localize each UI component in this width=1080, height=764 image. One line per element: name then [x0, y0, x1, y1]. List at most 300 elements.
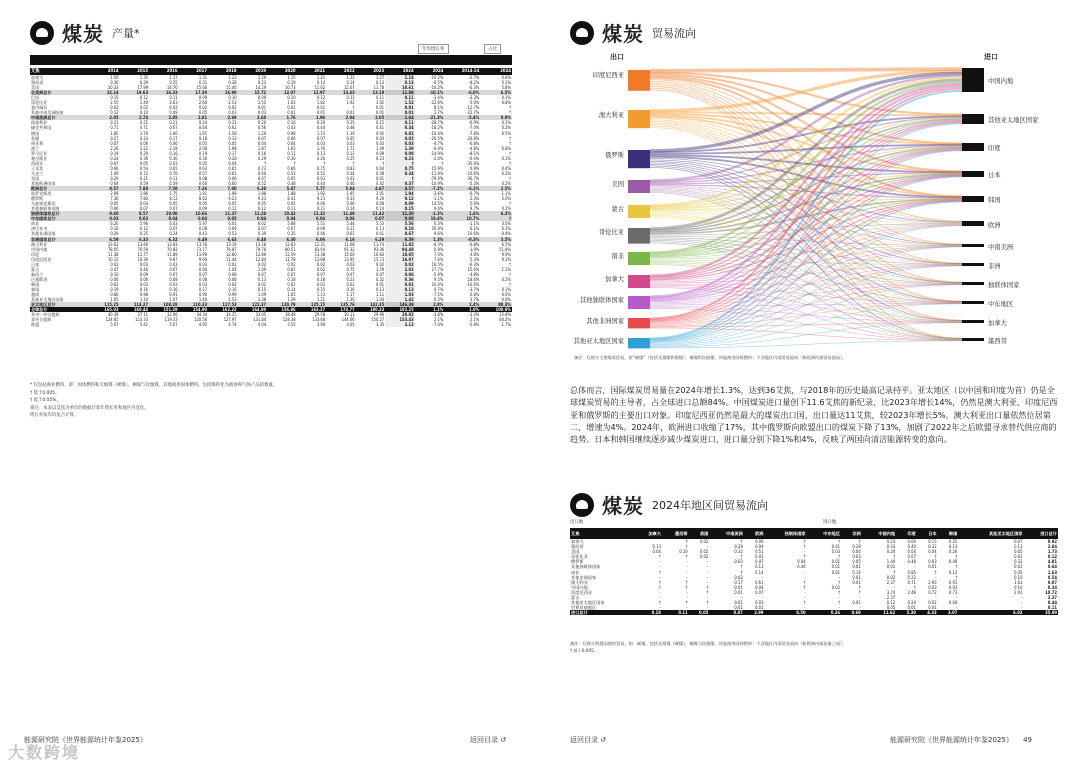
- table-cell: 0.64: [198, 125, 208, 131]
- table-cell: 0.13: [385, 287, 415, 292]
- table-cell: 0.32: [375, 276, 385, 282]
- table-cell: 0.04: [907, 539, 916, 544]
- table-cell: 1.52: [385, 100, 415, 105]
- table-cell: 6.48: [238, 237, 268, 242]
- table-cell: 6.5%: [501, 241, 511, 247]
- table-cell: 12.07: [267, 90, 297, 95]
- row-label: 韩国: [31, 281, 40, 287]
- table-cell: 0.03: [257, 110, 267, 116]
- table-cell: 0.03: [198, 261, 208, 267]
- table-cell: -10.9%: [430, 180, 444, 186]
- table-cell: 0.25: [139, 231, 149, 237]
- table-cell: 10.39: [137, 256, 149, 262]
- table-cell: †: [685, 544, 688, 550]
- table-cell: -: [804, 589, 806, 595]
- table-cell: 0.02: [346, 261, 355, 267]
- table-cell: 1.14: [385, 75, 415, 80]
- table-cell: 0.23: [886, 539, 896, 544]
- table-cell: 0.06: [110, 206, 119, 212]
- table-cell: -: [1021, 600, 1023, 606]
- table-cell: 0.02: [316, 261, 326, 267]
- table-cell: 32.06: [167, 312, 178, 318]
- table-cell: 1.39: [287, 297, 296, 303]
- table-cell: 7.6%: [434, 256, 444, 262]
- table-cell: 0.67: [385, 231, 415, 236]
- table-cell: 0.61: [228, 170, 237, 176]
- table-cell: 0.30: [110, 80, 119, 86]
- table-cell: 0.11: [287, 206, 296, 212]
- table-cell: -: [914, 595, 916, 601]
- table-cell: -7.0%: [432, 322, 444, 328]
- table-cell: 1.53: [228, 297, 237, 303]
- table-cell: -: [706, 574, 709, 580]
- table-cell: 0.03: [316, 140, 326, 146]
- table-cell: 0.12: [886, 600, 896, 606]
- table-cell: 0.91: [948, 579, 958, 585]
- table-cell: †: [659, 584, 661, 590]
- table-cell: 5.47: [267, 186, 297, 191]
- table-cell: 1.75: [169, 191, 178, 197]
- column-header: 2019: [238, 68, 268, 75]
- table-cell: †: [509, 105, 511, 111]
- table-cell: 2.91: [1014, 589, 1023, 595]
- table-cell: 2.22: [139, 145, 149, 151]
- table-cell: -4.8%: [468, 271, 480, 277]
- row-label: 其他亚太地区国家: [571, 600, 605, 606]
- table-cell: 0.18: [287, 276, 296, 282]
- table-cell: 1.43: [375, 297, 385, 303]
- table-cell: -: [804, 569, 806, 575]
- table-cell: 35.99: [1023, 610, 1058, 615]
- table-cell: 0.25: [139, 120, 149, 126]
- table-cell: -11.9%: [430, 170, 444, 176]
- table-cell: †: [934, 569, 937, 575]
- row-label: 欧盟: [31, 322, 40, 328]
- left-header: [30, 18, 140, 47]
- body-paragraph: 总体而言，国际煤炭贸易量在2024年增长1.3%，达到36艾焦，与2018年的历史最高记录持平。亚太地区（以中国和印度为首）仍是全球煤炭贸易的主导者，占全球进口总额84%。中国煤炭进口量创下11.6艾焦的新纪录，比2023年增长14%，仍然是澳大利亚、印度尼西亚和俄罗斯的主要出口对象。印度尼西亚仍然是最大的煤炭出口国，出口量达11艾焦，较2023年增长5%。澳大利亚出口量依然位居第二，增速为4%。2024年，欧洲进口收缩了17%，其中俄罗斯向欧盟出口的煤炭下降了13%，加剧了2022年之后欧盟寻求替代供应商的趋势。日本和韩国继续逐步减少煤炭进口，进口量分别下降1%和4%，反映了两国向清洁能源转变的意向。: [570, 385, 1058, 445]
- table-cell: 0.11: [316, 206, 326, 212]
- table-cell: 2.05: [356, 115, 386, 120]
- table-cell: -6.1%: [444, 186, 480, 191]
- table-cell: 35.9%: [431, 226, 444, 232]
- table-cell: 3.0%: [501, 221, 511, 227]
- table-cell: †: [706, 589, 709, 595]
- table-cell: 2.26: [110, 145, 119, 151]
- table-cell: 0.23: [257, 80, 267, 86]
- table-cell: †: [385, 176, 415, 181]
- table-cell: 0.2%: [501, 170, 511, 176]
- table-cell: 0.85: [907, 569, 916, 575]
- table-cell: 0.08: [198, 226, 208, 232]
- table-cell: 0.01: [831, 564, 841, 570]
- table-cell: 1.37: [169, 75, 178, 80]
- sankey-title: 贸易流向: [652, 26, 696, 40]
- row-label: 非经合组织: [31, 317, 52, 323]
- table-cell: 0.27: [110, 135, 119, 141]
- table-cell: 0.03: [831, 549, 841, 555]
- table-cell: 1.10: [139, 297, 149, 303]
- table-cell: -: [838, 605, 841, 611]
- table-cell: 0.04: [238, 216, 268, 221]
- table-cell: †: [838, 579, 841, 585]
- return-arrow-icon: ↺: [600, 736, 607, 744]
- exporter-bar: [628, 110, 650, 128]
- table-cell: 0.15: [375, 120, 385, 126]
- row-label: 中东国家总计: [30, 216, 90, 221]
- table-cell: 0.01: [928, 605, 937, 611]
- table-cell: 11.74: [373, 241, 385, 247]
- table-cell: 0.03: [346, 140, 355, 146]
- table-cell: 0.15: [385, 206, 415, 211]
- row-label: 墨西哥: [571, 544, 584, 550]
- table-cell: -6.3%: [468, 261, 480, 267]
- table-cell: 0.01: [755, 605, 764, 611]
- table-cell: 11.68: [344, 241, 355, 247]
- table-cell: 0.29: [734, 544, 743, 550]
- table-cell: 0.23: [346, 276, 355, 282]
- table-cell: 1.20: [257, 75, 267, 80]
- table-cell: 0.18: [316, 276, 326, 282]
- table-cell: 6.2%: [480, 211, 512, 216]
- table-cell: 2.37: [886, 595, 896, 601]
- table-cell: 0.50: [764, 610, 806, 615]
- back-to-contents-link[interactable]: [470, 735, 506, 745]
- table-cell: 2.55: [110, 100, 119, 106]
- table-cell: 160.44: [120, 307, 150, 312]
- table-cell: 0.86: [110, 292, 119, 298]
- row-label: 波兰: [31, 145, 40, 151]
- table-cell: 5.42: [139, 322, 149, 328]
- importer-label: 日本: [988, 172, 1001, 179]
- table-cell: 12.07: [344, 85, 355, 91]
- table-cell: -8.2%: [468, 80, 480, 86]
- table-cell: 0.20: [257, 120, 267, 126]
- table-cell: 0.21: [169, 120, 178, 126]
- table-cell: †: [480, 216, 512, 221]
- table-cell: 1.29: [257, 130, 267, 136]
- table-cell: 6.29: [356, 237, 386, 242]
- table-cell: 6.16: [326, 237, 356, 242]
- table-cell: 0.52: [316, 170, 326, 176]
- note-line: † 低于0.005。: [570, 648, 598, 653]
- table-cell: 0.83: [346, 165, 355, 171]
- table-cell: -: [686, 569, 688, 575]
- table-cell: 2.3%: [469, 196, 480, 202]
- table-cell: 79.76: [255, 246, 267, 252]
- table-cell: 1.03: [385, 292, 415, 297]
- table-cell: 0.87: [709, 610, 743, 615]
- table-cell: 29.58: [314, 312, 326, 318]
- column-header: 墨西哥: [662, 528, 689, 539]
- table-cell: 135.76: [326, 302, 356, 307]
- importer-label: 中南美洲: [988, 243, 1014, 251]
- table-cell: 0.53: [228, 231, 237, 237]
- table-cell: †: [659, 579, 661, 585]
- table-cell: 0.11: [385, 120, 415, 125]
- table-cell: -: [1021, 605, 1023, 611]
- exporter-label: 其他亚太地区国家: [573, 338, 624, 345]
- table-cell: 10.6%: [467, 231, 480, 237]
- table-cell: †: [803, 544, 806, 550]
- table-cell: 1.05: [110, 297, 119, 303]
- table-cell: 1.15: [316, 130, 326, 136]
- row-label: 加拿大: [571, 539, 584, 544]
- table-cell: 0.04: [297, 216, 327, 221]
- table-cell: †: [740, 539, 743, 544]
- table-cell: 122.37: [238, 302, 268, 307]
- row-label: 哥伦比亚: [31, 100, 48, 106]
- table-cell: 0.2%: [501, 180, 511, 186]
- exporter-bar: [628, 252, 650, 265]
- exporter-bar: [628, 318, 650, 328]
- table-cell: 0.92: [375, 130, 385, 136]
- table-cell: 5.77: [297, 186, 327, 191]
- table-cell: 28.82: [385, 312, 415, 317]
- table-cell: 6.20: [110, 221, 119, 227]
- row-label: 中国内地: [31, 246, 48, 252]
- table-cell: -0.3%: [444, 237, 480, 242]
- table-cell: 0.40: [907, 544, 916, 550]
- table-cell: -: [804, 574, 806, 580]
- table-cell: 0.8%: [501, 145, 511, 151]
- table-cell: 151.39: [149, 307, 179, 312]
- table-cell: 0.56: [257, 125, 267, 131]
- table-cell: 0.05: [886, 605, 896, 611]
- table-cell: 0.92: [1047, 539, 1057, 544]
- row-label: 其他独联体国家: [571, 564, 601, 570]
- table-cell: 0.02: [110, 105, 119, 111]
- table-cell: -6.0%: [444, 90, 480, 95]
- table-cell: 0.03: [169, 160, 178, 166]
- table-cell: -: [741, 595, 743, 601]
- table-cell: 0.07: [257, 175, 267, 181]
- table-cell: 0.43: [198, 231, 208, 237]
- table-cell: 0.06: [110, 276, 119, 282]
- table-cell: 7.80: [139, 196, 149, 202]
- table-cell: 1.09: [110, 170, 119, 176]
- table-cell: 0.54: [1047, 574, 1057, 580]
- table-cell: 0.15: [257, 286, 267, 292]
- table-cell: 51.8%: [499, 246, 511, 252]
- left-subtitle: 产量*: [112, 26, 140, 40]
- table-cell: 18.6%: [467, 276, 480, 282]
- table-cell: 7.0%: [434, 251, 444, 257]
- table-cell: 0.33: [886, 544, 896, 550]
- table-cell: 13.38: [314, 251, 326, 257]
- table-cell: 2.1%: [469, 317, 480, 323]
- column-header: 中国内地: [862, 528, 896, 539]
- row-label: 其中：经合组织: [31, 312, 60, 318]
- table-cell: 0.11: [662, 610, 689, 615]
- table-cell: 0.65: [169, 165, 178, 171]
- table-cell: 0.15: [928, 539, 937, 544]
- column-header: 欧洲: [744, 528, 765, 539]
- table-cell: -1.3%: [415, 211, 445, 216]
- table-cell: 0.06: [228, 175, 237, 181]
- table-cell: †: [509, 110, 511, 116]
- table-cell: 0.32: [1014, 559, 1023, 565]
- table-cell: 0.32: [734, 549, 743, 555]
- table-cell: 0.04: [907, 549, 916, 555]
- table-cell: 0.08: [228, 271, 237, 277]
- table-cell: -7.2%: [415, 186, 445, 191]
- table-cell: 6.5%: [480, 90, 512, 95]
- table-cell: 16.83: [373, 251, 385, 257]
- importer-bar: [962, 221, 984, 226]
- table-cell: 6.33: [120, 237, 150, 242]
- exporter-label: 澳大利亚: [598, 111, 624, 119]
- table-cell: 0.61: [346, 231, 355, 237]
- table-cell: 0.06: [287, 135, 296, 141]
- trade-flow-link: [650, 69, 962, 71]
- table-cell: -1.1%: [432, 196, 444, 202]
- table-cell: 9.57: [120, 211, 150, 216]
- table-cell: 0.07: [356, 216, 386, 221]
- table-cell: -: [659, 574, 661, 580]
- table-cell: 0.13: [375, 226, 385, 232]
- table-cell: 0.06: [139, 140, 149, 146]
- row-label: 加拿大: [31, 75, 44, 80]
- table-cell: 1.13: [316, 292, 326, 298]
- exporter-label: 南非: [611, 252, 624, 260]
- table-cell: 0.64: [375, 165, 385, 171]
- table-cell: 9.87: [169, 256, 178, 262]
- row-label: 欧洲总计: [30, 186, 90, 191]
- column-header: 加拿大: [635, 528, 662, 539]
- table-cell: 1.9%: [469, 246, 480, 252]
- table-cell: 0.47: [110, 266, 119, 272]
- exporter-bar: [628, 70, 650, 91]
- table-cell: 1.19: [346, 130, 355, 136]
- column-header: 韩国: [938, 528, 959, 539]
- table-cell: †: [685, 600, 688, 606]
- table-cell: 0.29: [110, 175, 119, 181]
- table-cell: 11.82: [385, 242, 415, 247]
- table-cell: 4.81: [1047, 559, 1057, 565]
- table-cell: 9.33: [346, 196, 355, 202]
- table-cell: †: [659, 600, 661, 606]
- table-cell: 0.05: [287, 201, 296, 207]
- table-cell: 5.56: [385, 221, 415, 226]
- t2-title-big: 煤炭: [602, 494, 644, 518]
- table-cell: 0.16: [228, 286, 237, 292]
- table-cell: †: [858, 589, 861, 595]
- table-cell: -10.2%: [430, 85, 444, 91]
- exporter-bar: [628, 205, 650, 218]
- table-cell: 1.11: [375, 292, 385, 298]
- table-cell: 0.46: [316, 231, 326, 237]
- table-cell: 0.02: [257, 261, 267, 267]
- table-cell: 0.57: [198, 170, 208, 176]
- importer-label: 加拿大: [988, 319, 1007, 327]
- table-cell: -5.0%: [468, 100, 480, 106]
- table-cell: 0.39: [257, 231, 267, 237]
- importer-label: 其他亚太地区国家: [988, 117, 1039, 124]
- table-cell: 0.01: [734, 584, 743, 590]
- table-cell: -21.3%: [415, 115, 445, 120]
- table-cell: 0.07: [1014, 539, 1023, 544]
- table-cell: 0.25: [346, 120, 355, 126]
- table-cell: 0.01: [831, 569, 841, 575]
- back-to-contents-link[interactable]: [570, 735, 606, 745]
- table-cell: 0.07: [169, 206, 178, 212]
- table-cell: 0.52: [257, 180, 267, 186]
- row-label: 其他亚太地区国家: [31, 297, 64, 303]
- table-cell: 10.42: [267, 211, 297, 216]
- table-cell: 0.20: [316, 120, 326, 126]
- table-cell: 8.1%: [434, 105, 444, 111]
- table-cell: 2.64: [198, 100, 208, 106]
- table-cell: 2.03: [385, 267, 415, 272]
- table-cell: 15.40: [226, 85, 237, 91]
- table-cell: 40.39: [107, 312, 119, 318]
- importer-bar: [962, 143, 984, 151]
- table-cell: †: [385, 161, 415, 166]
- exporter-label: 其他独联体国家: [579, 296, 624, 304]
- table-cell: 0.75: [346, 266, 355, 272]
- table-cell: -4.8%: [468, 145, 480, 151]
- table-cell: 0.28: [228, 155, 237, 161]
- table-cell: 0.07: [198, 271, 208, 277]
- table-cell: 10.7%: [444, 216, 480, 221]
- table-cell: 0.04: [287, 140, 296, 146]
- table-cell: 0.24: [198, 120, 208, 126]
- table-cell: 0.1%: [501, 206, 511, 212]
- importer-bar: [962, 114, 984, 124]
- table-cell: -20.5%: [430, 135, 444, 141]
- table-cell: 0.30: [287, 155, 296, 161]
- table-cell: 0.02: [699, 549, 709, 555]
- table-cell: 0.13: [652, 544, 661, 550]
- page-number: 49: [1023, 736, 1032, 744]
- table-cell: -3.4%: [432, 95, 444, 101]
- importer-label: 中东地区: [988, 300, 1014, 308]
- table-cell: 0.05: [208, 216, 238, 221]
- table-cell: 0.08: [169, 276, 178, 282]
- row-label: 蒙古: [571, 595, 580, 601]
- table-cell: 156.86: [267, 307, 297, 312]
- table-cell: 6.30: [267, 237, 297, 242]
- table-cell: 0.03: [375, 135, 385, 141]
- row-label: 美国: [31, 85, 40, 91]
- table-cell: 8.12: [169, 196, 178, 202]
- table-cell: 0.19: [287, 80, 296, 86]
- column-header: 中南美洲: [709, 528, 743, 539]
- watermark: 大数跨境: [8, 743, 81, 762]
- column-header: 非洲: [841, 528, 862, 539]
- table-cell: 0.72: [139, 170, 149, 176]
- table-cell: 0.12: [228, 206, 237, 212]
- table-cell: 0.01: [928, 564, 937, 570]
- table-cell: 1.49: [886, 559, 896, 565]
- table-cell: 0.42: [375, 180, 385, 186]
- table-cell: 0.43: [287, 125, 296, 131]
- table-cell: -: [706, 605, 709, 611]
- column-header: 艾焦: [30, 68, 90, 75]
- table-cell: 0.08: [375, 201, 385, 207]
- table-cell: 0.14: [375, 206, 385, 212]
- table-cell: †: [509, 175, 511, 181]
- table-cell: 11.38: [107, 251, 119, 257]
- table-cell: 8.57: [90, 186, 120, 191]
- table-cell: -: [686, 564, 688, 570]
- importer-label: 非洲: [988, 262, 1001, 270]
- table-cell: 0.02: [346, 281, 355, 287]
- exporter-bar: [628, 296, 650, 309]
- table-cell: 0.17: [734, 579, 743, 585]
- row-label: 泰国: [31, 286, 40, 292]
- table-cell: 0.19: [198, 150, 208, 156]
